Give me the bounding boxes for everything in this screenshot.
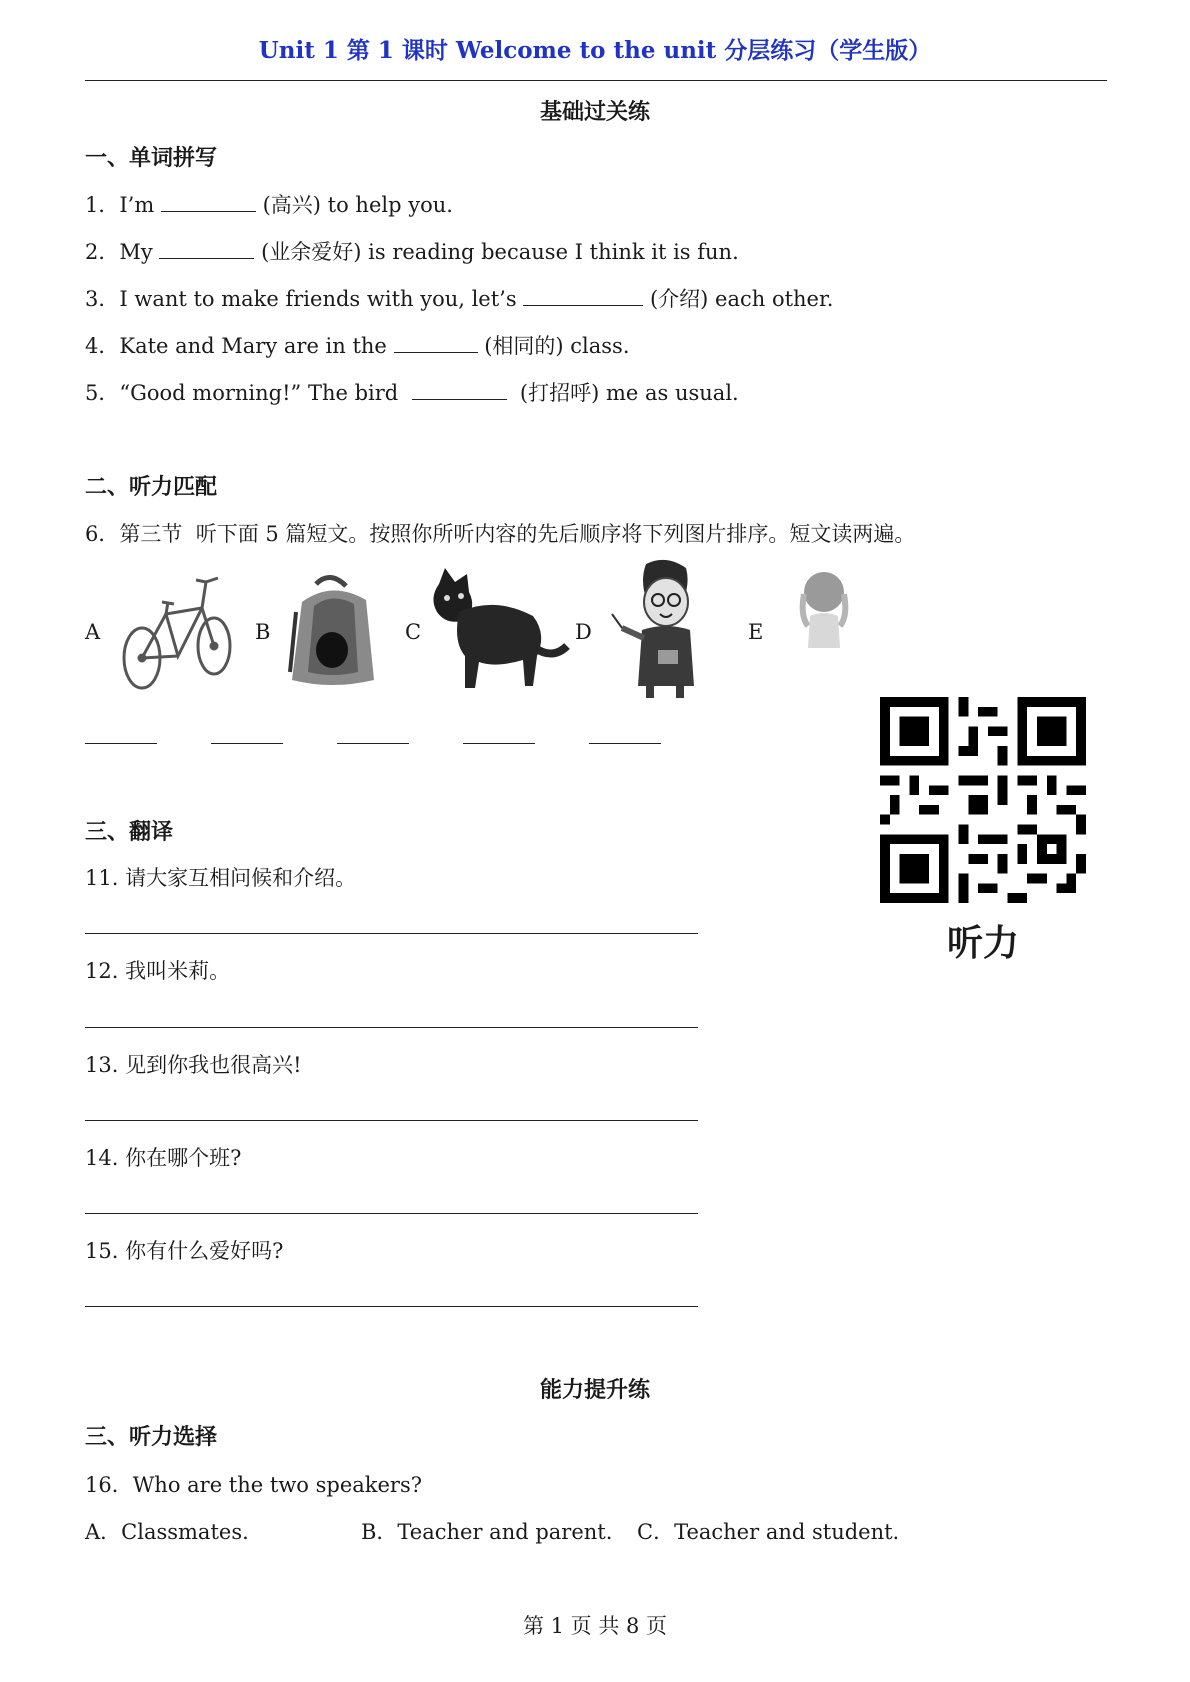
- header-divider: [85, 80, 1107, 81]
- item-text-after: (业余爱好) is reading because I think it is fun.: [254, 240, 739, 264]
- picture-letter-c: C: [405, 620, 422, 644]
- page-footer: 第 1 页 共 8 页: [522, 1614, 668, 1638]
- spelling-item-2: [85, 236, 739, 266]
- picture-letter-a: A: [85, 620, 101, 644]
- order-blank-3[interactable]: [337, 743, 409, 744]
- answer-blank[interactable]: [523, 285, 643, 306]
- item-number: 2．: [85, 240, 120, 264]
- spelling-item-3: [85, 283, 833, 313]
- order-blank-2[interactable]: [211, 743, 283, 744]
- teacher-icon: [610, 558, 715, 698]
- item-text-after: (相同的) class.: [477, 334, 630, 358]
- item-text-before: I’m: [119, 193, 161, 217]
- picture-letter-b: B: [255, 620, 271, 644]
- translation-item-15: 15. 你有什么爱好吗?: [85, 1239, 284, 1263]
- item-number: 4．: [85, 334, 120, 358]
- answer-blank[interactable]: [394, 332, 478, 353]
- item-text-before: I want to make friends with you, let’s: [119, 287, 524, 311]
- item-number: 5．: [85, 381, 120, 405]
- schoolbag-icon: [286, 572, 378, 690]
- item-text-before: My: [119, 240, 160, 264]
- item-text-after: (介绍) each other.: [643, 287, 834, 311]
- answer-blank[interactable]: [161, 191, 256, 212]
- spelling-item-4: [85, 330, 630, 360]
- choice-question: 16．Who are the two speakers?: [85, 1473, 423, 1497]
- spelling-item-5: [85, 377, 739, 407]
- picture-letter-e: E: [748, 620, 764, 644]
- item-number: 3．: [85, 287, 120, 311]
- item-text-before: Kate and Mary are in the: [119, 334, 394, 358]
- item-text-after: (高兴) to help you.: [255, 193, 453, 217]
- item-text-before: “Good morning!” The bird: [119, 381, 412, 405]
- qr-label: 听力: [946, 923, 1019, 964]
- translation-item-12: 12. 我叫米莉。: [85, 959, 231, 983]
- translation-answer-line[interactable]: [85, 1120, 698, 1121]
- part3-heading: 三、翻译: [85, 819, 174, 845]
- cat-icon: [425, 568, 570, 690]
- choice-options: [85, 1516, 1085, 1546]
- translation-answer-line[interactable]: [85, 1213, 698, 1214]
- section-advanced-title: 能力提升练: [539, 1377, 650, 1403]
- translation-item-11: 11. 请大家互相问候和介绍。: [85, 866, 357, 890]
- translation-answer-line[interactable]: [85, 1306, 698, 1307]
- section-basic-title: 基础过关练: [539, 99, 650, 125]
- qr-code-icon: [880, 697, 1086, 903]
- option-c[interactable]: C．Teacher and student.: [637, 1520, 900, 1544]
- part4-heading: 三、听力选择: [85, 1424, 218, 1450]
- translation-answer-line[interactable]: [85, 933, 698, 934]
- translation-item-14: 14. 你在哪个班?: [85, 1146, 242, 1170]
- order-blank-1[interactable]: [85, 743, 157, 744]
- spelling-item-1: [85, 189, 453, 219]
- option-b[interactable]: B．Teacher and parent.: [361, 1520, 613, 1544]
- option-a[interactable]: A．Classmates.: [85, 1520, 249, 1544]
- part1-heading: 一、单词拼写: [85, 145, 218, 171]
- answer-blank[interactable]: [412, 379, 507, 400]
- order-blank-5[interactable]: [589, 743, 661, 744]
- bicycle-icon: [118, 568, 236, 694]
- picture-letter-d: D: [575, 620, 592, 644]
- translation-item-13: 13. 见到你我也很高兴!: [85, 1053, 302, 1077]
- part2-heading: 二、听力匹配: [85, 474, 218, 500]
- item-text-after: (打招呼) me as usual.: [506, 381, 739, 405]
- header-title: Unit 1 第 1 课时 Welcome to the unit 分层练习（学生版）: [258, 37, 932, 64]
- listening-question: 6．第三节 听下面 5 篇短文。按照你所听内容的先后顺序将下列图片排序。短文读两遍。: [85, 522, 916, 546]
- answer-blank[interactable]: [159, 238, 254, 259]
- order-blank-4[interactable]: [463, 743, 535, 744]
- item-number: 1．: [85, 193, 120, 217]
- translation-answer-line[interactable]: [85, 1027, 698, 1028]
- girl-icon: [790, 568, 858, 650]
